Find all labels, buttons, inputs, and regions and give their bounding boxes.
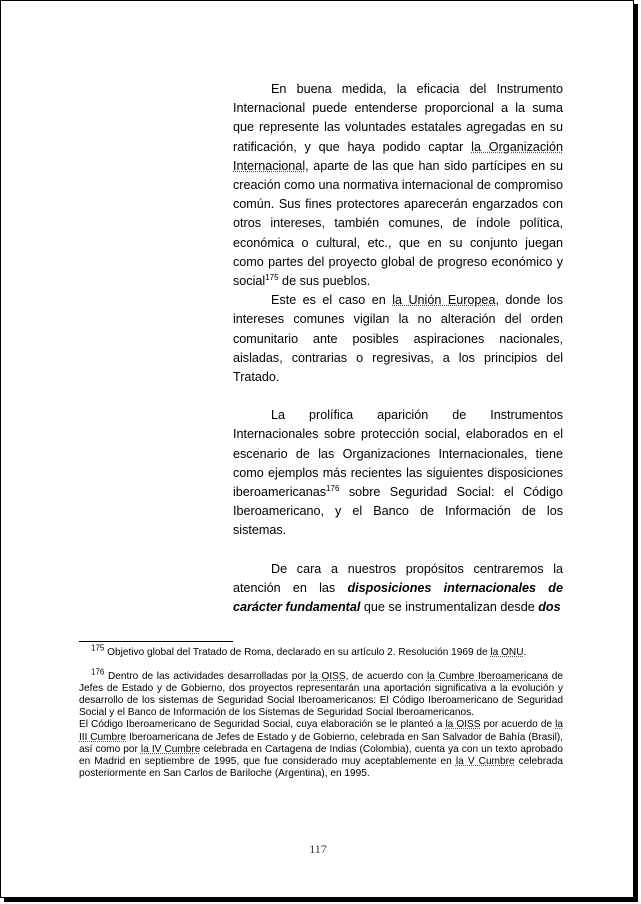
entity-link: la Cumbre Iberoamericana <box>426 671 549 683</box>
entity-link: la III Cumbre <box>79 719 564 743</box>
text: Iberoamericana de Jefes de Estado y de Gobierno, celebrada en San Salvador de Bahía (Brasil), así como por <box>79 731 563 755</box>
paragraph-1 <box>233 80 563 291</box>
entity-link: la IV Cumbre <box>140 743 201 755</box>
emphasis: dos <box>538 600 561 615</box>
footnote-175 <box>79 643 563 659</box>
text: El Código Iberoamericano de Seguridad Social, cuya elaboración se le planteó a <box>79 719 446 731</box>
footnote-176 <box>79 667 564 719</box>
footnote-number: 175 <box>91 643 105 653</box>
entity-link: la OISS <box>309 671 346 683</box>
footnote-number: 176 <box>91 667 105 677</box>
footnote-176-cont <box>79 719 563 779</box>
paragraph-4 <box>233 560 563 618</box>
text: celebrada posteriormente en San Carlos de Bariloche (Argentina), en 1995. <box>79 755 563 779</box>
text: En buena medida, la eficacia del Instrumento Internacional puede entenderse proporcional a la suma que represente las voluntades estatales agregadas en su ratificación, y que haya podido captar <box>233 82 563 154</box>
text: de Jefes de Estado y de Gobierno, dos proyectos representarán una aportación significativa a la evolución y desarrollo de los sistemas de Seguridad Social Iberoamericanos: El Código Iberoamericano de Seguridad Social y el Banco de Información de los Sistemas de Seguridad Social Iberoamericanos. <box>79 671 564 719</box>
text: , de acuerdo con <box>345 671 427 683</box>
footnote-divider <box>79 641 233 642</box>
entity-link: la OISS <box>445 719 481 731</box>
body-text <box>233 80 563 617</box>
text: sobre Seguridad Social: el Código Iberoamericano, y el Banco de Información de los sistemas. <box>233 485 563 538</box>
text: , aparte de las que han sido partícipes en su creación como una normativa internacional de compromiso común. Sus fines protectores aparecerán engarzados con otros intereses, también comunes, de índole política, económica o cultural, etc., que en su conjunto juegan como partes del proyecto global de progreso económico y social <box>233 158 563 289</box>
text: por acuerdo de <box>480 719 556 731</box>
text: De cara a nuestros propósitos centraremos la atención en las <box>233 561 563 595</box>
footnote-ref-175[interactable]: 175 <box>265 272 279 282</box>
entity-link: la Organización Internacional <box>233 139 563 173</box>
footnotes <box>79 643 564 780</box>
text: Objetivo global del Tratado de Roma, declarado en su artículo 2. Resolución 1969 de <box>104 647 491 658</box>
text: Dentro de las actividades desarrolladas por <box>104 671 310 683</box>
page-number: 117 <box>309 842 327 856</box>
text: , donde los intereses comunes vigilan la no alteración del orden comunitario ante posibles aspiraciones nacionales, aisladas, contrarias o regresivas, a los principios del Tratado. <box>233 293 563 385</box>
text: celebrada en Cartagena de Indias (Colombia), cuenta ya con un texto aprobado en Madrid en septiembre de 1995, que fue considerado muy aceptablemente en <box>79 743 563 767</box>
emphasis: disposiciones internacionales de carácter fundamental <box>233 580 563 615</box>
paragraph-2 <box>233 291 563 387</box>
text: . <box>523 647 527 658</box>
paragraph-3 <box>233 406 563 540</box>
footnote-ref-176[interactable]: 176 <box>326 483 340 493</box>
entity-link: la ONU <box>490 647 524 658</box>
entity-link: la V Cumbre <box>455 755 515 767</box>
text: Este es el caso en <box>271 293 393 308</box>
text: de sus pueblos. <box>278 274 371 289</box>
entity-link: la Unión Europea <box>392 293 496 308</box>
text: La prolífica aparición de Instrumentos Internacionales sobre protección social, elaborados en el escenario de las Organizaciones Internacionales, tiene como ejemplos más recientes las siguientes disposiciones iberoamericanas <box>233 408 563 500</box>
text: que se instrumentalizan desde <box>360 600 539 615</box>
